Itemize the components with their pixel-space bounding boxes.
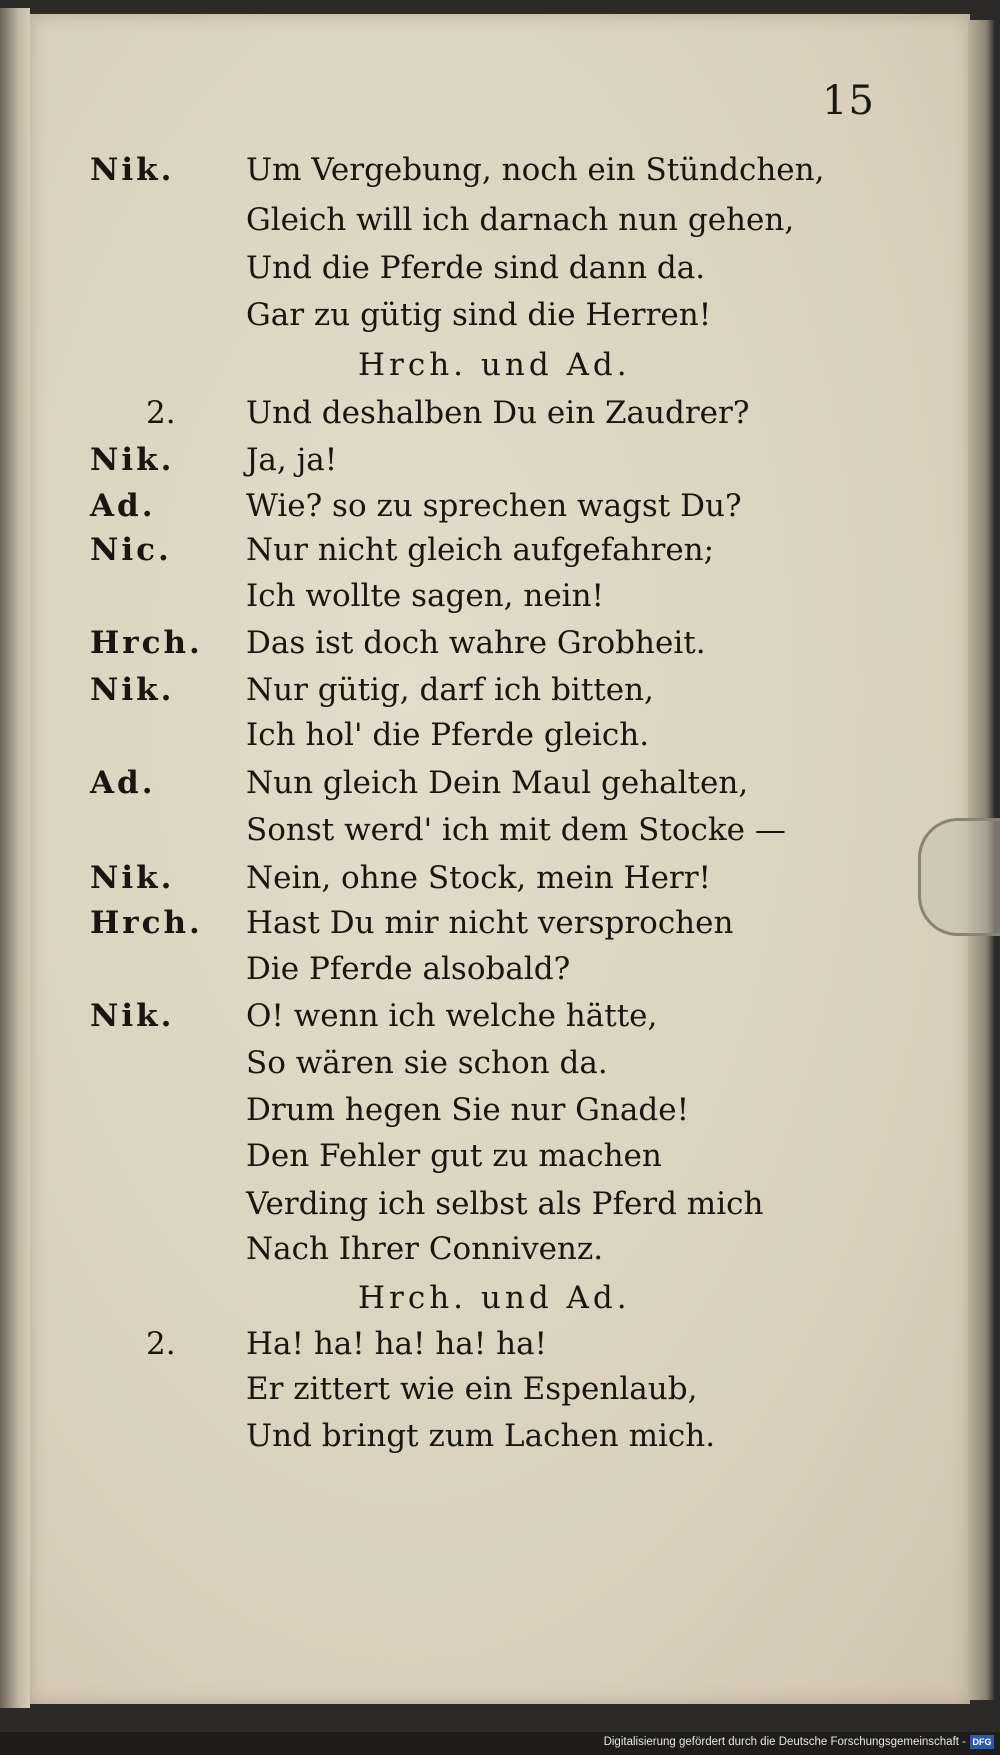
verse-text: Die Pferde alsobald? <box>246 951 571 987</box>
speaker-label: Hrch. <box>90 625 203 661</box>
verse-text: Gar zu gütig sind die Herren! <box>246 297 712 333</box>
verse-line <box>0 905 1000 955</box>
verse-text: Ja, ja! <box>246 442 338 478</box>
speaker-label: 2. <box>146 1326 176 1362</box>
verse-line <box>0 1045 1000 1095</box>
verse-text: Gleich will ich darnach nun gehen, <box>246 202 795 238</box>
verse-line <box>0 1138 1000 1188</box>
verse-text: So wären sie schon da. <box>246 1045 608 1081</box>
verse-line <box>0 532 1000 582</box>
speaker-label: 2. <box>146 395 176 431</box>
speaker-label: Nik. <box>90 998 175 1034</box>
verse-line <box>0 1326 1000 1376</box>
verse-line <box>0 1231 1000 1281</box>
verse-line <box>0 152 1000 202</box>
verse-text: Drum hegen Sie nur Gnade! <box>246 1092 690 1128</box>
speaker-label: Nik. <box>90 672 175 708</box>
verse-line <box>0 1186 1000 1236</box>
verse-text: Ich hol' die Pferde gleich. <box>246 717 650 753</box>
stage-direction: Hrch. und Ad. <box>358 347 631 383</box>
verse-line <box>0 395 1000 445</box>
verse-text: Ich wollte sagen, nein! <box>246 578 605 614</box>
verse-line <box>0 297 1000 347</box>
verse-line <box>0 442 1000 492</box>
verse-line <box>0 717 1000 767</box>
speaker-label: Nik. <box>90 442 175 478</box>
verse-text: Und deshalben Du ein Zaudrer? <box>246 395 750 431</box>
verse-text: Wie? so zu sprechen wagst Du? <box>246 488 742 524</box>
verse-text: Nein, ohne Stock, mein Herr! <box>246 860 712 896</box>
speaker-label: Nic. <box>90 532 172 568</box>
verse-text: Nun gleich Dein Maul gehalten, <box>246 765 749 801</box>
verse-line <box>0 578 1000 628</box>
speaker-label: Ad. <box>90 488 156 524</box>
verse-line <box>0 202 1000 252</box>
page-number: 15 <box>822 78 875 124</box>
verse-text: Nur nicht gleich aufgefahren; <box>246 532 715 568</box>
footer-credit: Digitalisierung gefördert durch die Deutsche Forschungsgemeinschaft - <box>603 1736 966 1748</box>
verse-line <box>0 488 1000 538</box>
verse-line <box>0 860 1000 910</box>
verse-text: Sonst werd' ich mit dem Stocke — <box>246 812 786 848</box>
verse-text: Das ist doch wahre Grobheit. <box>246 625 706 661</box>
verse-text: Nur gütig, darf ich bitten, <box>246 672 654 708</box>
verse-line <box>0 998 1000 1048</box>
verse-text: Er zittert wie ein Espenlaub, <box>246 1371 698 1407</box>
stage-direction-line <box>0 347 1000 397</box>
verse-text: Verding ich selbst als Pferd mich <box>246 1186 764 1222</box>
verse-line <box>0 765 1000 815</box>
stage-direction: Hrch. und Ad. <box>358 1280 631 1316</box>
speaker-label: Hrch. <box>90 905 203 941</box>
speaker-label: Nik. <box>90 860 175 896</box>
verse-text: Hast Du mir nicht versprochen <box>246 905 734 941</box>
stage-direction-line <box>0 1280 1000 1330</box>
verse-text: Und die Pferde sind dann da. <box>246 250 706 286</box>
verse-text: Nach Ihrer Connivenz. <box>246 1231 604 1267</box>
verse-line <box>0 672 1000 722</box>
verse-text: Um Vergebung, noch ein Stündchen, <box>246 152 825 188</box>
verse-text: O! wenn ich welche hätte, <box>246 998 658 1034</box>
verse-line <box>0 1371 1000 1421</box>
verse-text: Den Fehler gut zu machen <box>246 1138 662 1174</box>
dfg-logo: DFG <box>970 1735 994 1749</box>
verse-text: Und bringt zum Lachen mich. <box>246 1418 716 1454</box>
verse-line <box>0 625 1000 675</box>
verse-line <box>0 250 1000 300</box>
verse-line <box>0 1418 1000 1468</box>
verse-line <box>0 1092 1000 1142</box>
verse-line <box>0 951 1000 1001</box>
speaker-label: Ad. <box>90 765 156 801</box>
verse-line <box>0 812 1000 862</box>
speaker-label: Nik. <box>90 152 175 188</box>
verse-text: Ha! ha! ha! ha! ha! <box>246 1326 548 1362</box>
